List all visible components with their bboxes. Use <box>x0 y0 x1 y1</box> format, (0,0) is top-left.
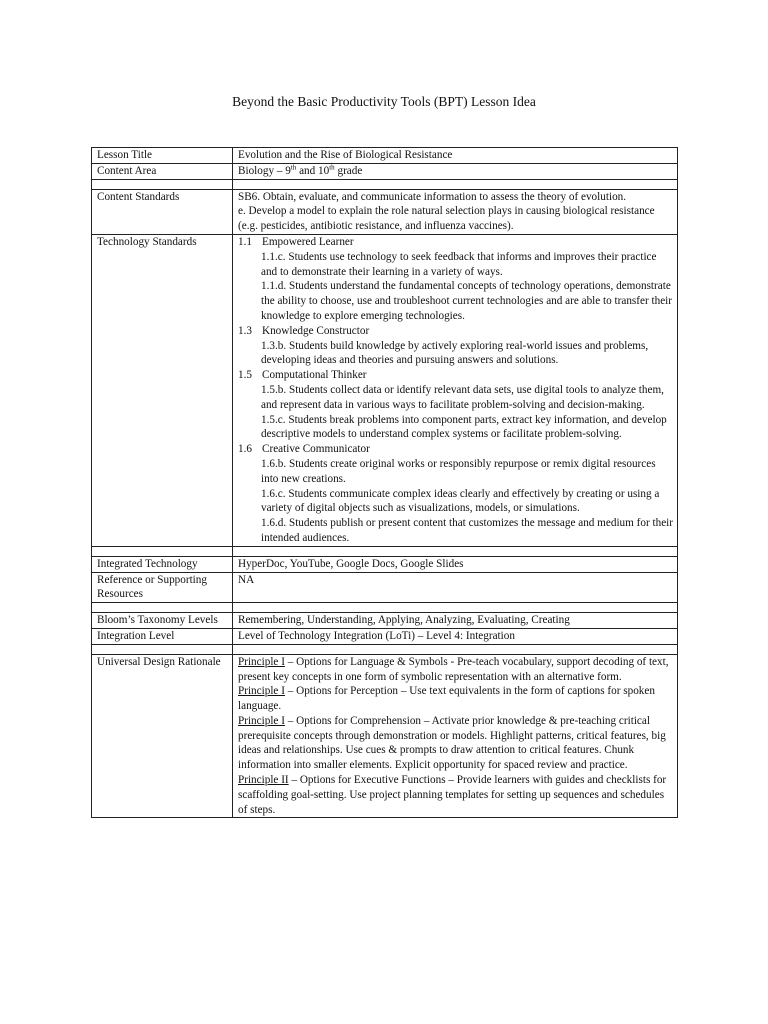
integration-level-label: Integration Level <box>92 628 233 644</box>
standard-number: 1.5 <box>238 369 252 382</box>
udl-principle <box>238 773 673 817</box>
content-standards-value <box>233 189 678 234</box>
integrated-technology-label: Integrated Technology <box>92 556 233 572</box>
spacer-row <box>92 644 678 654</box>
spacer-row <box>92 546 678 556</box>
standard-number: 1.3 <box>238 324 252 337</box>
standard-name: Creative Communicator <box>262 443 370 456</box>
universal-design-label: Universal Design Rationale <box>92 654 233 818</box>
udl-principle <box>238 655 673 685</box>
udl-principle-text: – Options for Language & Symbols - Pre-teach vocabulary, support decoding of text, present key concepts in one form of symbolic representation with an alternative form. <box>238 655 669 683</box>
universal-design-value <box>233 654 678 818</box>
standard-name: Knowledge Constructor <box>262 324 370 337</box>
content-area-prefix: Biology – 9 <box>238 164 291 177</box>
udl-principle <box>238 714 673 773</box>
spacer-row <box>92 603 678 613</box>
lesson-idea-table <box>91 147 678 818</box>
standard-item: 1.6.b. Students create original works or responsibly repurpose or remix digital resources into new creations. <box>261 457 656 485</box>
content-area-label: Content Area <box>92 163 233 179</box>
reference-resources-label: Reference or Supporting Resources <box>92 572 233 603</box>
standard-item: 1.6.c. Students communicate complex ideas clearly and effectively by creating or using a variety of digital objects such as visualizations, models, or simulations. <box>261 487 660 515</box>
standard-heading <box>238 235 673 250</box>
standard-heading <box>238 442 673 457</box>
udl-principle-name: Principle II <box>238 774 289 787</box>
standard-name: Empowered Learner <box>262 235 354 248</box>
content-standards-line1: SB6. Obtain, evaluate, and communicate information to assess the theory of evolution. <box>238 190 627 203</box>
row-lesson-title <box>92 148 678 164</box>
content-area-mid: and 10 <box>296 164 330 177</box>
udl-principle-name: Principle I <box>238 714 285 727</box>
lesson-title-value: Evolution and the Rise of Biological Resistance <box>233 148 678 164</box>
standard-item: 1.3.b. Students build knowledge by actively exploring real-world issues and problems, developing ideas and theories and pursuing answers and solutions. <box>261 339 649 367</box>
blooms-taxonomy-label: Bloom’s Taxonomy Levels <box>92 613 233 629</box>
standard-number: 1.6 <box>238 443 252 456</box>
blooms-taxonomy-value: Remembering, Understanding, Applying, Analyzing, Evaluating, Creating <box>233 613 678 629</box>
content-area-value <box>233 163 678 179</box>
standard-item: 1.6.d. Students publish or present content that customizes the message and medium for their intended audiences. <box>261 517 673 544</box>
document-title: Beyond the Basic Productivity Tools (BPT) Lesson Idea <box>232 94 536 109</box>
integrated-technology-value: HyperDoc, YouTube, Google Docs, Google Slides <box>233 556 678 572</box>
udl-principle <box>238 684 673 714</box>
standard-name: Computational Thinker <box>262 369 367 382</box>
row-reference-resources <box>92 572 678 603</box>
row-content-area <box>92 163 678 179</box>
udl-principle-text: – Options for Executive Functions – Provide learners with guides and checklists for scaffolding goal-setting. Use project planning templates for setting up sequences and schedules of steps. <box>238 774 667 816</box>
technology-standards-value <box>233 234 678 546</box>
reference-resources-value: NA <box>233 572 678 603</box>
udl-principle-text: – Options for Comprehension – Activate prior knowledge & pre-teaching critical prerequisite concepts through demonstration or models. Highlight patterns, critical features, big ideas and relationships. Use cues & prompts to draw attention to critical features. Chunk information into smaller elements. Explicit opportunity for spaced review and practice. <box>238 714 666 772</box>
standard-item: 1.5.c. Students break problems into component parts, extract key information, and develop descriptive models to understand complex systems or facilitate problem-solving. <box>261 413 667 441</box>
content-area-sup2: th <box>329 163 335 172</box>
standard-item: 1.1.d. Students understand the fundamental concepts of technology operations, demonstrate the ability to choose, use and troubleshoot current technologies and are able to transfer their knowledge to explore emerging technologies. <box>261 280 673 322</box>
standard-item: 1.5.b. Students collect data or identify relevant data sets, use digital tools to analyze them, and represent data in various ways to facilitate problem-solving and decision-making. <box>261 383 664 411</box>
udl-principle-name: Principle I <box>238 655 285 668</box>
content-standards-line2: e. Develop a model to explain the role natural selection plays in causing biological resistance (e.g. pesticides, antibiotic resistance, and influenza vaccines). <box>238 205 655 233</box>
udl-principle-text: – Options for Perception – Use text equivalents in the form of captions for spoken language. <box>238 685 655 713</box>
row-technology-standards <box>92 234 678 546</box>
spacer-row <box>92 179 678 189</box>
standard-item: 1.1.c. Students use technology to seek feedback that informs and improves their practice and to demonstrate their learning in a variety of ways. <box>261 250 657 278</box>
content-area-suffix: grade <box>334 164 363 177</box>
row-blooms-taxonomy <box>92 613 678 629</box>
row-content-standards <box>92 189 678 234</box>
integration-level-value: Level of Technology Integration (LoTi) – Level 4: Integration <box>233 628 678 644</box>
row-universal-design <box>92 654 678 818</box>
row-integration-level <box>92 628 678 644</box>
standard-number: 1.1 <box>238 235 252 248</box>
udl-principle-name: Principle I <box>238 685 285 698</box>
technology-standards-label: Technology Standards <box>92 234 233 546</box>
content-standards-label: Content Standards <box>92 189 233 234</box>
lesson-title-label: Lesson Title <box>92 148 233 164</box>
content-area-sup1: th <box>290 163 297 172</box>
standard-heading <box>238 324 673 339</box>
standard-heading <box>238 368 673 383</box>
row-integrated-technology <box>92 556 678 572</box>
